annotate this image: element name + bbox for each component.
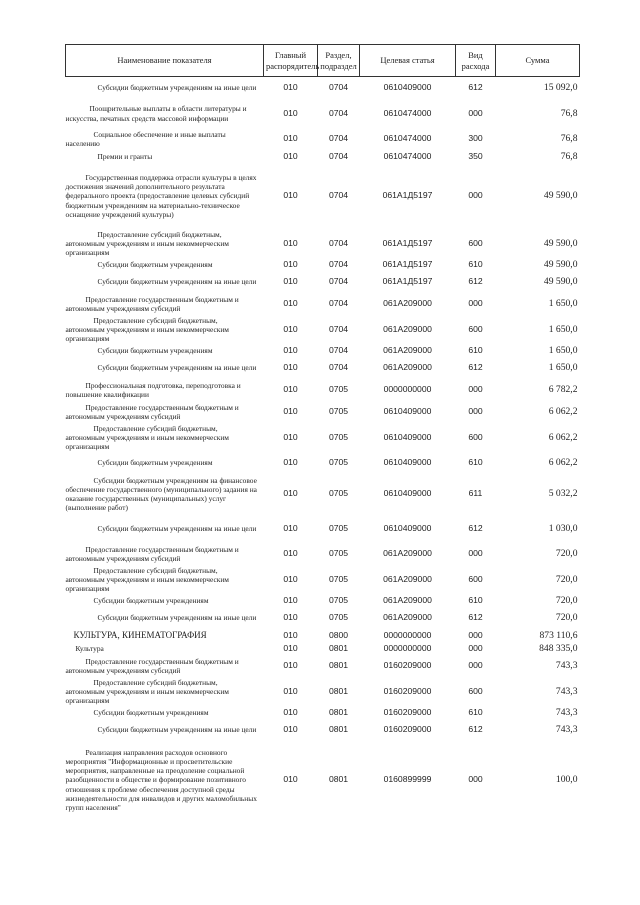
row-sum: 100,0: [555, 774, 578, 786]
row-admin: 010: [283, 457, 298, 468]
row-target: 0610409000: [383, 406, 432, 417]
row-type: 612: [468, 276, 483, 287]
table-header: [66, 45, 580, 77]
row-sum: 743,3: [555, 685, 578, 697]
table-row: [66, 271, 580, 293]
table-row: [66, 565, 580, 594]
row-admin: 010: [283, 573, 298, 584]
row-name: Предоставление субсидий бюджетным, автономным учреждениям и иным некоммерческим организациям: [65, 423, 229, 452]
row-type: 612: [468, 522, 483, 533]
row-target: 061А209000: [383, 573, 432, 584]
row-type: 600: [468, 431, 483, 442]
table-row: [66, 379, 580, 401]
row-section: 0704: [328, 344, 349, 355]
row-name: Реализация направления расходов основного мероприятия "Информационные и просветительские мероприятия, направленные на преодоление социальной разобщенности в обществе и формирование позитивного отношения к проблеме обеспечения доступной среды жизнедеятельности для инвалидов и других маломобильных групп населения": [65, 747, 257, 812]
table-row: [66, 629, 580, 642]
row-sum: 49 590,0: [543, 237, 578, 249]
header-sum: Сумма: [496, 45, 580, 77]
row-type: 000: [468, 642, 483, 653]
row-sum: 6 062,2: [548, 431, 578, 443]
row-target: 061А209000: [383, 298, 432, 309]
table-row: [66, 452, 580, 474]
row-admin: 010: [283, 362, 298, 373]
row-admin: 010: [283, 82, 298, 93]
row-admin: 010: [283, 150, 298, 161]
budget-table-page: [65, 44, 579, 819]
row-type: 610: [468, 706, 483, 717]
row-sum: 720,0: [555, 573, 578, 585]
row-admin: 010: [283, 323, 298, 334]
row-target: 0160209000: [383, 724, 432, 735]
row-sum: 1 650,0: [548, 344, 578, 356]
row-type: 600: [468, 685, 483, 696]
row-sum: 1 650,0: [548, 298, 578, 310]
table-row: [66, 514, 580, 543]
row-name: Субсидии бюджетным учреждениям: [97, 259, 213, 269]
row-type: 000: [468, 660, 483, 671]
row-section: 0801: [328, 642, 349, 653]
row-sum: 5 032,2: [548, 488, 578, 500]
row-sum: 1 030,0: [548, 522, 578, 534]
row-name: Субсидии бюджетным учреждениям: [93, 707, 209, 717]
row-name: Предоставление субсидий бюджетным, автономным учреждениям и иным некоммерческим организациям: [65, 677, 229, 706]
row-sum: 720,0: [555, 612, 578, 624]
row-name: Субсидии бюджетным учреждениям на иные цели: [97, 523, 257, 533]
row-section: 0801: [328, 706, 349, 717]
table-row: [66, 594, 580, 607]
table-row: [66, 77, 580, 100]
row-target: 061А1Д5197: [382, 190, 433, 201]
row-name: Субсидии бюджетным учреждениям на иные цели: [97, 725, 257, 735]
row-target: 0160209000: [383, 660, 432, 671]
row-name: Субсидии бюджетным учреждениям на финансовое обеспечение государственного (муниципального) задания на оказание государственных (муниципальных) услуг (выполнение работ): [65, 475, 257, 513]
row-target: 061А1Д5197: [382, 276, 433, 287]
row-admin: 010: [283, 133, 298, 144]
row-admin: 010: [283, 107, 298, 118]
table-row: [66, 706, 580, 719]
table-row: [66, 677, 580, 706]
row-admin: 010: [283, 298, 298, 309]
table-row: [66, 642, 580, 655]
row-target: 0610474000: [383, 107, 432, 118]
row-admin: 010: [283, 258, 298, 269]
row-type: 612: [468, 612, 483, 623]
table-row: [66, 401, 580, 423]
row-target: 061А209000: [383, 344, 432, 355]
row-sum: 49 590,0: [543, 190, 578, 202]
row-section: 0704: [328, 107, 349, 118]
row-section: 0704: [328, 237, 349, 248]
row-type: 610: [468, 594, 483, 605]
row-target: 061А209000: [383, 323, 432, 334]
row-section: 0705: [328, 431, 349, 442]
row-section: 0704: [328, 323, 349, 334]
row-target: 061А209000: [383, 594, 432, 605]
table-row: [66, 423, 580, 452]
row-type: 000: [468, 298, 483, 309]
row-target: 0610409000: [383, 522, 432, 533]
row-type: 000: [468, 629, 483, 640]
row-section: 0705: [328, 384, 349, 395]
row-section: 0704: [328, 362, 349, 373]
row-target: 061А209000: [383, 362, 432, 373]
header-type: Вид расхода: [456, 45, 496, 77]
row-admin: 010: [283, 488, 298, 499]
table-row: [66, 128, 580, 150]
table-row: [66, 315, 580, 344]
row-name: Субсидии бюджетным учреждениям на иные цели: [97, 277, 257, 287]
row-admin: 010: [283, 384, 298, 395]
table-row: [66, 150, 580, 163]
row-sum: 720,0: [555, 548, 578, 560]
row-type: 600: [468, 323, 483, 334]
row-admin: 010: [283, 774, 298, 785]
row-section: 0704: [328, 276, 349, 287]
row-type: 000: [468, 406, 483, 417]
row-sum: 873 110,6: [539, 629, 578, 641]
row-admin: 010: [283, 431, 298, 442]
row-sum: 848 335,0: [539, 642, 578, 654]
row-admin: 010: [283, 629, 298, 640]
header-name: Наименование показателя: [66, 45, 264, 77]
row-target: 061А209000: [383, 612, 432, 623]
row-type: 610: [468, 344, 483, 355]
row-section: 0704: [328, 258, 349, 269]
table-row: [66, 474, 580, 514]
row-section: 0704: [328, 82, 349, 93]
table-body: [66, 77, 580, 820]
row-name: Предоставление государственным бюджетным и автономным учреждениям субсидий: [65, 656, 239, 675]
row-sum: 743,3: [555, 660, 578, 672]
row-admin: 010: [283, 548, 298, 559]
row-name: Предоставление субсидий бюджетным, автономным учреждениям и иным некоммерческим организациям: [65, 229, 229, 258]
row-name: Субсидии бюджетным учреждениям на иные цели: [97, 613, 257, 623]
row-admin: 010: [283, 237, 298, 248]
table-row: [66, 655, 580, 677]
row-section: 0800: [328, 629, 349, 640]
row-type: 000: [468, 774, 483, 785]
row-admin: 010: [283, 660, 298, 671]
row-sum: 6 062,2: [548, 457, 578, 469]
row-type: 611: [468, 488, 483, 499]
row-admin: 010: [283, 724, 298, 735]
row-type: 000: [468, 384, 483, 395]
row-name: Предоставление государственным бюджетным и автономным учреждениям субсидий: [65, 544, 239, 563]
row-section: 0704: [328, 150, 349, 161]
row-type: 300: [468, 133, 483, 144]
row-admin: 010: [283, 406, 298, 417]
row-sum: 76,8: [560, 150, 578, 162]
row-admin: 010: [283, 522, 298, 533]
row-section: 0705: [328, 406, 349, 417]
row-sum: 6 062,2: [548, 406, 578, 418]
row-name: Субсидии бюджетным учреждениям на иные цели: [97, 83, 257, 93]
row-target: 0610474000: [383, 150, 432, 161]
table-row: [66, 258, 580, 271]
table-row: [66, 99, 580, 128]
header-admin: Главный распорядитель: [264, 45, 318, 77]
row-section: 0705: [328, 612, 349, 623]
row-name: Предоставление субсидий бюджетным, автономным учреждениям и иным некоммерческим организациям: [65, 565, 229, 594]
row-name: Предоставление государственным бюджетным и автономным учреждениям субсидий: [65, 402, 239, 421]
row-sum: 49 590,0: [543, 258, 578, 270]
row-admin: 010: [283, 612, 298, 623]
row-name: КУЛЬТУРА, КИНЕМАТОГРАФИЯ: [73, 629, 207, 640]
row-name: Поощрительные выплаты в области литературы и искусства, печатных средств массовой информации: [65, 104, 247, 123]
row-sum: 1 650,0: [548, 323, 578, 335]
row-admin: 010: [283, 642, 298, 653]
table-row: [66, 344, 580, 357]
row-target: 061А1Д5197: [382, 258, 433, 269]
row-type: 000: [468, 190, 483, 201]
table-row: [66, 229, 580, 258]
row-section: 0704: [328, 133, 349, 144]
row-name: Культура: [75, 643, 104, 653]
row-type: 600: [468, 237, 483, 248]
row-type: 612: [468, 82, 483, 93]
row-target: 0160899999: [383, 774, 432, 785]
table-row: [66, 719, 580, 741]
row-type: 600: [468, 573, 483, 584]
row-admin: 010: [283, 594, 298, 605]
row-admin: 010: [283, 190, 298, 201]
row-section: 0801: [328, 660, 349, 671]
row-type: 612: [468, 362, 483, 373]
row-sum: 76,8: [560, 133, 578, 145]
header-target: Целевая статья: [360, 45, 456, 77]
row-target: 0000000000: [383, 629, 432, 640]
row-admin: 010: [283, 344, 298, 355]
row-admin: 010: [283, 276, 298, 287]
row-name: Субсидии бюджетным учреждениям на иные цели: [97, 363, 257, 373]
row-sum: 743,3: [555, 724, 578, 736]
row-target: 0160209000: [383, 706, 432, 717]
row-section: 0705: [328, 522, 349, 533]
row-section: 0801: [328, 724, 349, 735]
row-type: 610: [468, 457, 483, 468]
row-sum: 720,0: [555, 594, 578, 606]
row-section: 0705: [328, 594, 349, 605]
row-target: 0000000000: [383, 642, 432, 653]
row-target: 061А1Д5197: [382, 237, 433, 248]
row-type: 610: [468, 258, 483, 269]
row-sum: 49 590,0: [543, 276, 578, 288]
row-sum: 1 650,0: [548, 362, 578, 374]
table-row: [66, 543, 580, 565]
row-target: 061А209000: [383, 548, 432, 559]
header-section: Раздел, подраздел: [318, 45, 360, 77]
row-name: Премии и гранты: [97, 151, 153, 161]
budget-table: [65, 44, 580, 819]
row-target: 0610409000: [383, 488, 432, 499]
table-row: [66, 741, 580, 819]
row-name: Субсидии бюджетным учреждениям: [97, 345, 213, 355]
row-sum: 743,3: [555, 706, 578, 718]
row-type: 000: [468, 548, 483, 559]
row-name: Предоставление субсидий бюджетным, автономным учреждениям и иным некоммерческим организациям: [65, 315, 229, 344]
row-name: Субсидии бюджетным учреждениям: [93, 595, 209, 605]
row-target: 0610474000: [383, 133, 432, 144]
row-section: 0705: [328, 457, 349, 468]
row-target: 0610409000: [383, 431, 432, 442]
row-name: Профессиональная подготовка, переподготовка и повышение квалификации: [65, 380, 241, 399]
row-target: 0000000000: [383, 384, 432, 395]
row-type: 000: [468, 107, 483, 118]
table-row: [66, 293, 580, 315]
row-type: 612: [468, 724, 483, 735]
row-section: 0801: [328, 685, 349, 696]
row-name: Субсидии бюджетным учреждениям: [97, 458, 213, 468]
row-section: 0705: [328, 573, 349, 584]
row-section: 0704: [328, 190, 349, 201]
row-name: Социальное обеспечение и иные выплаты населению: [65, 129, 226, 148]
row-target: 0610409000: [383, 82, 432, 93]
row-section: 0801: [328, 774, 349, 785]
row-target: 0160209000: [383, 685, 432, 696]
row-admin: 010: [283, 685, 298, 696]
row-sum: 76,8: [560, 107, 578, 119]
row-target: 0610409000: [383, 457, 432, 468]
row-name: Предоставление государственным бюджетным и автономным учреждениям субсидий: [65, 294, 239, 313]
row-admin: 010: [283, 706, 298, 717]
row-section: 0705: [328, 488, 349, 499]
row-section: 0705: [328, 548, 349, 559]
row-section: 0704: [328, 298, 349, 309]
row-sum: 6 782,2: [548, 384, 578, 396]
row-sum: 15 092,0: [543, 82, 578, 94]
table-row: [66, 163, 580, 229]
table-row: [66, 607, 580, 629]
row-type: 350: [468, 150, 483, 161]
table-row: [66, 357, 580, 379]
row-name: Государственная поддержка отрасли культуры в целях достижения значений дополнительного результата федерального проекта (предоставление целевых субсидий бюджетным учреждениям на материально-техническое оснащение учреждений культуры): [65, 172, 257, 219]
